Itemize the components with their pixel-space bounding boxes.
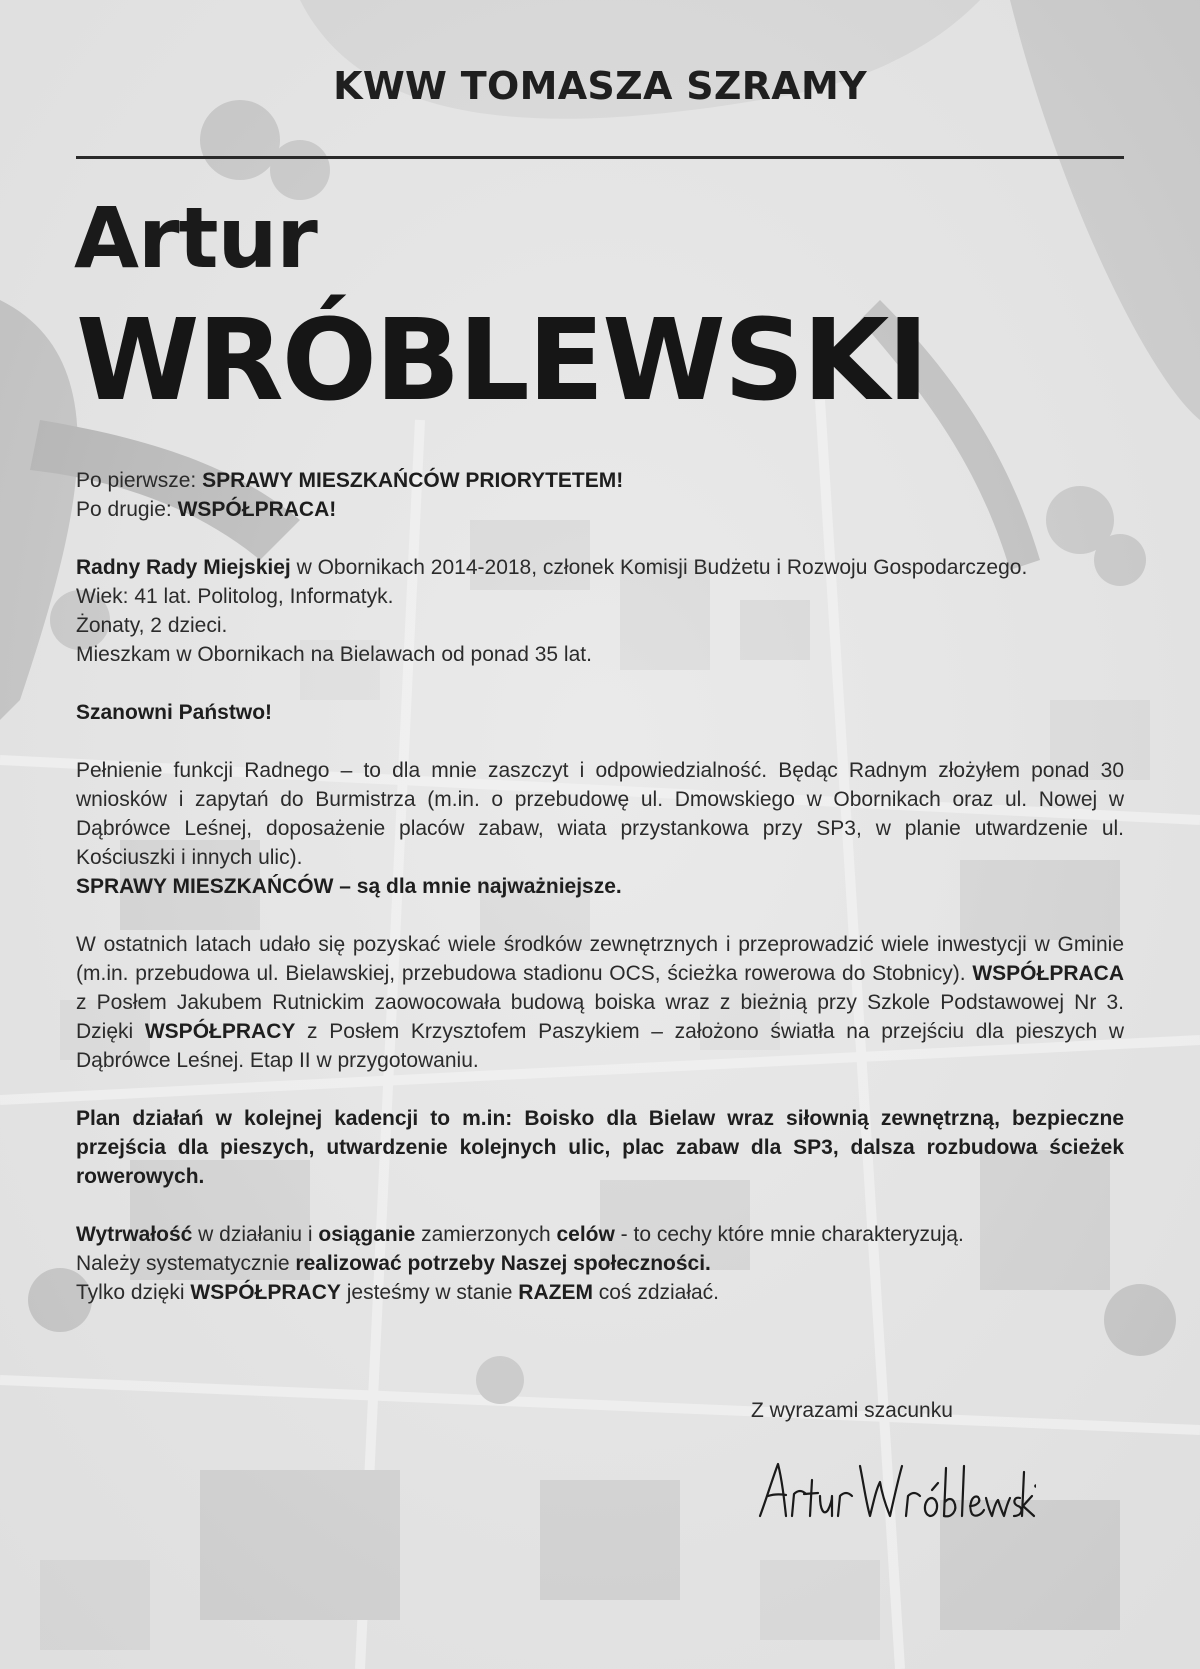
trait-persistence: Wytrwałość [76, 1223, 193, 1246]
slogan-line-2 [76, 495, 1124, 524]
slogan-2-prefix: Po drugie: [76, 498, 178, 521]
closing-phrase: Z wyrazami szacunku [751, 1399, 953, 1422]
paragraph-2-bold-1: WSPÓŁPRACA [972, 962, 1124, 985]
traits-text-1: w działaniu i [192, 1223, 319, 1246]
paragraph-2-part-2: z Posłem Jakubem Rutnickim zaowocowała budową boiska wraz z bieżnią przy Szkole Podstawowej Nr 3. Dzięki [76, 991, 1124, 1043]
header-divider [76, 156, 1124, 159]
traits-line-2 [76, 1249, 1124, 1278]
traits-line-3 [76, 1278, 1124, 1307]
traits-text-2: zamierzonych [415, 1223, 557, 1246]
paragraph-2 [76, 930, 1124, 1075]
trait-goals: celów [556, 1223, 615, 1246]
paragraph-1-bold-line: SPRAWY MIESZKAŃCÓW – są dla mnie najważniejsze. [76, 875, 622, 898]
bio-role [76, 553, 1124, 582]
greeting: Szanowni Państwo! [76, 701, 273, 724]
traits-line-2-text: Należy systematycznie [76, 1252, 296, 1275]
paragraph-2-part-3: z Posłem Krzysztofem Paszykiem – założono światła na przejściu dla pieszych w Dąbrówce Leśnej. Etap II w przygotowaniu. [76, 1020, 1125, 1072]
paragraph-2-part-1: W ostatnich latach udało się pozyskać wiele środków zewnętrznych i przeprowadzić wiele inwestycji w Gminie (m.in. przebudowa ul. Bielawskiej, przebudowa stadionu OCS, ścieżka rowerowa do Stobnicy). [76, 933, 1124, 985]
bio-role-rest: w Obornikach 2014-2018, członek Komisji Budżetu i Rozwoju Gospodarczego. [290, 556, 1028, 579]
traits-line-3-d: coś zdziałać. [592, 1281, 720, 1304]
handwritten-signature [756, 1450, 1036, 1530]
bio-role-bold: Radny Rady Miejskiej [76, 556, 291, 579]
slogan-1-bold: SPRAWY MIESZKAŃCÓW PRIORYTETEM! [202, 469, 624, 492]
leaflet-body [76, 466, 1124, 1307]
organization-title: KWW TOMASZA SZRAMY [333, 64, 867, 108]
traits-line-1 [76, 1220, 1124, 1249]
paragraph-2-bold-2: WSPÓŁPRACY [144, 1020, 296, 1043]
traits-line-3-a: Tylko dzięki [76, 1281, 191, 1304]
slogan-line-1 [76, 466, 1124, 495]
candidate-first-name: Artur [74, 189, 317, 287]
slogan-1-prefix: Po pierwsze: [76, 469, 203, 492]
traits-line-3-cooperation: WSPÓŁPRACY [190, 1281, 341, 1304]
traits-line-3-together: RAZEM [518, 1281, 593, 1304]
traits-line-2-bold: realizować potrzeby Naszej społeczności. [295, 1252, 711, 1275]
plan-paragraph: Plan działań w kolejnej kadencji to m.in: Boisko dla Bielaw wraz siłownią zewnętrzną, bezpieczne przejścia dla pieszych, utwardzenie kolejnych ulic, plac zabaw dla SP3, dalsza rozbudowa ścieżek rowerowych. [76, 1107, 1124, 1188]
candidate-last-name: WRÓBLEWSKI [76, 296, 927, 426]
paragraph-1: Pełnienie funkcji Radnego – to dla mnie zaszczyt i odpowiedzialność. Będąc Radnym złożyłem ponad 30 wniosków i zapytań do Burmistrza (m.in. o przebudowę ul. Dmowskiego w Obornikach oraz ul. Nowej w Dąbrówce Leśnej, doposażenie placów zabaw, wiata przystankowa przy SP3, w planie utwardzenie ul. Kościuszki i innych ulic). [76, 759, 1124, 869]
traits-line-3-c: jesteśmy w stanie [340, 1281, 519, 1304]
traits-text-3: - to cechy które mnie charakteryzują. [614, 1223, 964, 1246]
trait-achieving: osiąganie [318, 1223, 416, 1246]
bio-line-age: Wiek: 41 lat. Politolog, Informatyk. [76, 585, 394, 608]
bio-line-residence: Mieszkam w Obornikach na Bielawach od ponad 35 lat. [76, 643, 592, 666]
bio-line-family: Żonaty, 2 dzieci. [76, 614, 228, 637]
slogan-2-bold: WSPÓŁPRACA! [177, 498, 337, 521]
